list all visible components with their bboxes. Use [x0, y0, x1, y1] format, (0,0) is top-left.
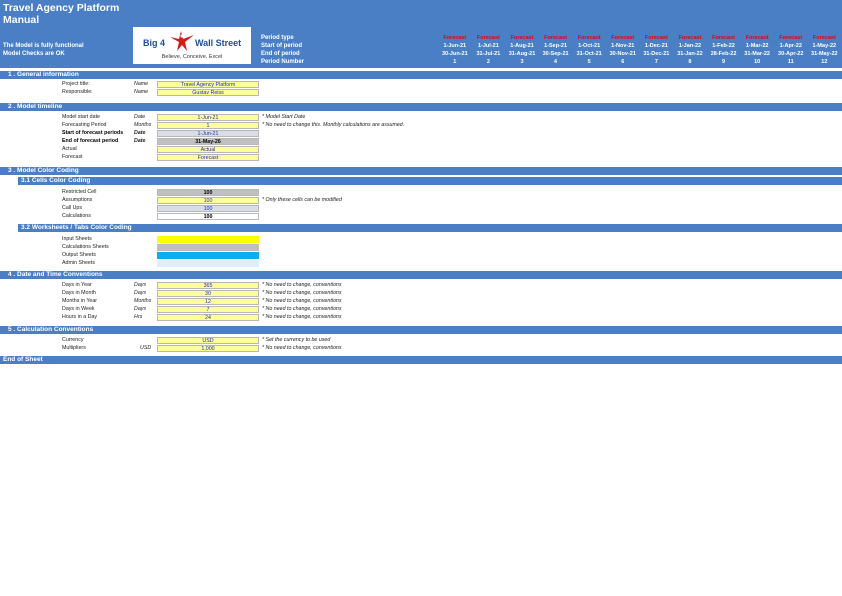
model-start-date-input[interactable]: 1-Jun-21 — [157, 114, 259, 121]
assumptions-sample[interactable]: 100 — [157, 197, 259, 204]
section-title: 1 . General information — [8, 71, 79, 78]
subsection-sheets-color-coding — [18, 224, 842, 232]
forecast-input[interactable]: Forecast — [157, 154, 259, 161]
project-title-unit: Name — [134, 81, 149, 87]
end-forecast-unit: Date — [134, 138, 146, 144]
logo-brand-left: Big 4 — [143, 38, 166, 48]
timeline-period-type-row — [438, 35, 842, 41]
logo-brand-right: Wall Street — [195, 38, 242, 48]
timeline-cell: 1-Jul-21 — [477, 43, 499, 49]
timeline-cell: 4 — [554, 59, 558, 65]
section-title: 3 . Model Color Coding — [8, 167, 79, 174]
timeline-cell: Forecast — [678, 35, 702, 41]
timeline-cell: Forecast — [443, 35, 467, 41]
timeline-cell: 1-May-22 — [812, 43, 837, 49]
days-in-week-label: Days in Week — [62, 306, 95, 312]
subsection-cells-color-coding — [18, 177, 842, 185]
responsible-unit: Name — [134, 89, 149, 95]
timeline-cell: 30-Jun-21 — [441, 51, 468, 57]
timeline-cell: 1-Oct-21 — [578, 43, 601, 49]
output-sheets-label: Output Sheets — [62, 252, 96, 258]
end-forecast-label: End of forecast period — [62, 138, 119, 144]
end-forecast-value: 31-May-26 — [157, 138, 259, 145]
timeline-cell: 7 — [654, 59, 658, 65]
calculations-sheets-label: Calculations Sheets — [62, 244, 109, 250]
timeline-cell: 1-Jun-21 — [443, 43, 467, 49]
section-title: 4 . Date and Time Conventions — [8, 271, 103, 278]
timeline-cell: 31-Dec-21 — [643, 51, 670, 57]
model-title: Travel Agency Platform — [3, 2, 120, 14]
timeline-cell: Forecast — [812, 35, 836, 41]
timeline-cell: 31-Oct-21 — [576, 51, 602, 57]
forecasting-period-note: * No need to change this. Monthly calculations are assumed. — [262, 122, 405, 128]
call-ups-sample: 100 — [157, 205, 259, 212]
timeline-cell: 31-Jul-21 — [476, 51, 501, 57]
timeline-cell: Forecast — [510, 35, 534, 41]
timeline-number-row — [438, 59, 842, 65]
timeline-cell: Forecast — [544, 35, 568, 41]
project-title-label: Project title: — [62, 81, 90, 87]
calculations-sample: 100 — [157, 213, 259, 220]
company-logo — [133, 27, 251, 64]
start-forecast-label: Start of forecast periods — [62, 130, 124, 136]
currency-label: Currency — [62, 337, 84, 343]
days-in-year-unit: Days — [134, 282, 147, 288]
sheet-header — [0, 0, 842, 68]
timeline-cell: 31-May-22 — [811, 51, 838, 57]
call-ups-label: Call Ups — [62, 205, 83, 211]
days-in-week-input[interactable]: 7 — [157, 306, 259, 313]
multipliers-unit: USD — [140, 345, 152, 351]
forecast-label: Forecast — [62, 154, 83, 160]
responsible-input[interactable]: Gustav Reiss — [157, 89, 259, 96]
calculations-sheets-swatch — [157, 244, 259, 251]
timeline-cell: 2 — [486, 59, 490, 65]
days-in-year-label: Days in Year — [62, 282, 92, 288]
section-general-information — [0, 71, 842, 79]
input-sheets-label: Input Sheets — [62, 236, 92, 242]
currency-note: * Set the currency to be used — [262, 337, 331, 343]
timeline-cell: Forecast — [779, 35, 803, 41]
timeline-cell: 31-Jan-22 — [677, 51, 703, 57]
model-start-date-label: Model start date — [62, 114, 100, 120]
calculations-label: Calculations — [62, 213, 91, 219]
status-functional: The Model is fully functional — [3, 43, 84, 49]
section-title: 2 . Model timeline — [8, 103, 63, 110]
actual-label: Actual — [62, 146, 77, 152]
model-start-date-unit: Date — [134, 114, 146, 120]
end-of-sheet-bar — [0, 356, 842, 364]
restricted-cell-sample: 100 — [157, 189, 259, 196]
subsection-title: 3.1 Cells Color Coding — [21, 177, 91, 184]
timeline-cell: 28-Feb-22 — [710, 51, 737, 57]
timeline-cell: 1-Sep-21 — [544, 43, 568, 49]
currency-input[interactable]: USD — [157, 337, 259, 344]
section-model-color-coding — [0, 167, 842, 175]
timeline-cell: 1-Mar-22 — [745, 43, 769, 49]
timeline-cell: 30-Nov-21 — [609, 51, 636, 57]
model-start-date-note: * Model Start Date — [262, 114, 306, 120]
timeline-end-row — [438, 51, 842, 57]
hours-in-day-note: * No need to change, conventions — [262, 314, 342, 320]
sheet-title: Manual — [3, 14, 40, 26]
forecasting-period-input[interactable]: 1 — [157, 122, 259, 129]
days-in-month-input[interactable]: 30 — [157, 290, 259, 297]
days-in-year-input[interactable]: 365 — [157, 282, 259, 289]
timeline-cell: 11 — [787, 59, 794, 65]
assumptions-note: * Only these cells can be modified — [262, 197, 342, 203]
label-period-number: Period Number — [261, 59, 305, 65]
timeline-cell: 3 — [520, 59, 524, 65]
months-in-year-input[interactable]: 12 — [157, 298, 259, 305]
months-in-year-note: * No need to change, conventions — [262, 298, 342, 304]
start-forecast-value: 1-Jun-21 — [157, 130, 259, 137]
timeline-cell: Forecast — [476, 35, 500, 41]
multipliers-label: Multipliers — [62, 345, 86, 351]
logo-tagline: Believe, Conceive, Excel — [161, 54, 223, 60]
timeline-cell: 30-Sep-21 — [542, 51, 569, 57]
months-in-year-label: Months in Year — [62, 298, 98, 304]
hours-in-day-input[interactable]: 24 — [157, 314, 259, 321]
timeline-cell: 1-Nov-21 — [611, 43, 635, 49]
timeline-start-row — [438, 43, 842, 49]
restricted-cell-label: Restricted Cell — [62, 189, 97, 195]
end-of-sheet-label: End of Sheet — [3, 356, 43, 363]
hours-in-day-unit: Hrs — [134, 314, 143, 320]
timeline-cell: 8 — [688, 59, 692, 65]
output-sheets-swatch — [157, 252, 259, 259]
subsection-title: 3.2 Worksheets / Tabs Color Coding — [21, 224, 132, 231]
hours-in-day-label: Hours in a Day — [62, 314, 98, 320]
admin-sheets-swatch — [157, 260, 259, 267]
project-title-input[interactable]: Travel Agency Platform — [157, 81, 259, 88]
timeline-cell: 10 — [754, 59, 761, 65]
label-start-of-period: Start of period — [261, 43, 303, 49]
start-forecast-unit: Date — [134, 130, 146, 136]
timeline-cell: 6 — [621, 59, 625, 65]
multipliers-input[interactable]: 1,000 — [157, 345, 259, 352]
timeline-cell: 1-Feb-22 — [712, 43, 735, 49]
timeline-cell: 31-Aug-21 — [508, 51, 536, 57]
section-model-timeline — [0, 103, 842, 111]
days-in-month-note: * No need to change, conventions — [262, 290, 342, 296]
responsible-label: Responsible: — [62, 89, 93, 95]
section-calculation-conventions — [0, 326, 842, 334]
assumptions-label: Assumptions — [62, 197, 93, 203]
timeline-cell: 9 — [722, 59, 726, 65]
timeline-cell: Forecast — [577, 35, 601, 41]
section-title: 5 . Calculation Conventions — [8, 326, 94, 333]
timeline-cell: 1-Aug-21 — [510, 43, 534, 49]
days-in-week-note: * No need to change, conventions — [262, 306, 342, 312]
section-date-time-conventions — [0, 271, 842, 279]
status-checks: Model Checks are OK — [3, 51, 65, 57]
timeline-cell: 30-Apr-22 — [778, 51, 804, 57]
actual-input[interactable]: Actual — [157, 146, 259, 153]
timeline-cell: 1 — [453, 59, 457, 65]
months-in-year-unit: Months — [134, 298, 152, 304]
timeline-cell: Forecast — [745, 35, 769, 41]
forecasting-period-label: Forecasting Period — [62, 122, 107, 128]
timeline-cell: 12 — [821, 59, 828, 65]
timeline-cell: 1-Apr-22 — [779, 43, 802, 49]
eagle-icon — [169, 29, 195, 53]
timeline-cell: 31-Mar-22 — [744, 51, 770, 57]
label-period-type: Period type — [261, 35, 294, 41]
days-in-year-note: * No need to change, conventions — [262, 282, 342, 288]
multipliers-note: * No need to change, conventions — [262, 345, 342, 351]
forecasting-period-unit: Months — [134, 122, 152, 128]
days-in-week-unit: Days — [134, 306, 147, 312]
timeline-cell: Forecast — [644, 35, 668, 41]
days-in-month-label: Days in Month — [62, 290, 96, 296]
input-sheets-swatch — [157, 236, 259, 243]
timeline-cell: 1-Dec-21 — [644, 43, 668, 49]
timeline-cell: Forecast — [712, 35, 736, 41]
admin-sheets-label: Admin Sheets — [62, 260, 95, 266]
timeline-cell: Forecast — [611, 35, 635, 41]
label-end-of-period: End of period — [261, 51, 300, 57]
days-in-month-unit: Days — [134, 290, 147, 296]
timeline-cell: 1-Jan-22 — [678, 43, 702, 49]
timeline-cell: 5 — [587, 59, 591, 65]
